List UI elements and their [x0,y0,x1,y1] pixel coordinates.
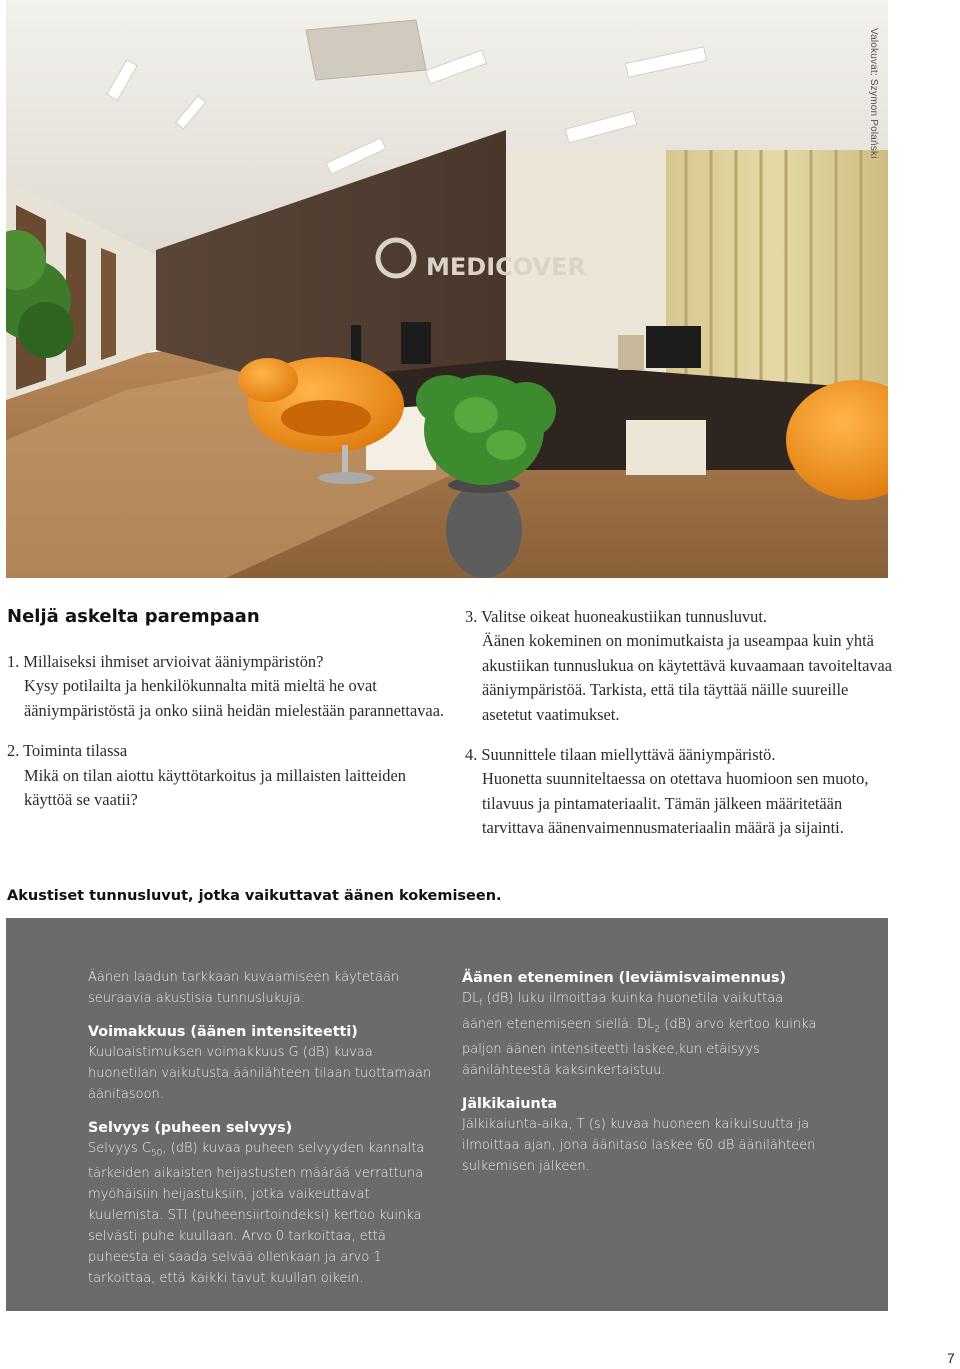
acoustic-info-box [6,918,888,1311]
step-4 [465,743,895,841]
step-2 [7,739,447,812]
eteneminen-text-c: (dB) arvo kertoo kuinka paljon äänen intensiteetti laskee,kun etäisyys äänilähteestä kaksinkertaistuu. [462,1016,817,1078]
step-1 [7,650,447,723]
photo-credit: Valokuvat: Szymon Polański [868,28,879,159]
voimakkuus-text: Kuuloaistimuksen voimakkuus G (dB) kuvaa huonetilan vaikutusta äänilähteen tilaan tuottamaan äänitasoon. [88,1044,432,1102]
reception-illustration [6,0,888,578]
selvyys-subscript: 50 [150,1148,163,1159]
steps-left-column [7,650,447,828]
steps-right-column [465,605,895,857]
eteneminen-heading: Äänen eteneminen (leviämisvaimennus) [462,970,787,986]
step-number: 1. [7,652,20,671]
eteneminen-subscript-2: 2 [654,1024,661,1035]
selvyys-text-b: , (dB) kuvaa puheen selvyyden kannalta tärkeiden aikaisten heijastusten määrää verrattuna myöhäisiin heijastuksiin, jotka vaikeuttavat kuulemista. STI (puheensiirtoindeksi) kertoo kuinka selvästi puhe kuullaan. Arvo 0 tarkoittaa, että puheesta ei saada selvää ollenkaan ja arvo 1 tarkoittaa, että kaikki tavut kuullan oikein. [88,1140,425,1286]
step-body: Huonetta suunniteltaessa on otettava huomioon sen muoto, tilavuus ja pintamateriaalit. Tämän jälkeen määritetään tarvittava äänenvaimennusmateriaalin määrä ja sijainti. [482,769,869,838]
step-number: 4. [465,745,478,765]
step-title: Millaiseksi ihmiset arvioivat ääniympäristön? [23,652,324,671]
page-number: 7 [947,1350,955,1366]
box-heading: Akustiset tunnusluvut, jotka vaikuttavat äänen kokemiseen. [7,888,502,904]
jalkikaiunta-heading: Jälkikaiunta [462,1095,558,1112]
intro-text: Äänen laadun tarkkaan kuvaamiseen käytetään seuraavia akustisia tunnuslukuja: [88,970,400,1006]
step-body: Kysy potilailta ja henkilökunnalta mitä mieltä he ovat ääniympäristöstä ja onko siinä heidän mielestään parannettavaa. [24,676,445,720]
step-body: Mikä on tilan aiottu käyttötarkoitus ja millaisten laitteiden käyttöä se vaatii? [24,765,406,810]
voimakkuus-heading: Voimakkuus (äänen intensiteetti) [88,1023,358,1040]
step-number: 2. [7,741,20,761]
step-title: Suunnittele tilaan miellyttävä ääniympäristö. [481,745,776,765]
step-title: Valitse oikeat huoneakustiikan tunnusluvut. [481,607,767,626]
info-left-column [88,968,443,1301]
eteneminen-text-b: (dB) luku ilmoittaa kuinka huonetila vaikuttaa äänen etenemiseen siellä. DL [462,991,784,1032]
selvyys-heading: Selvyys (puheen selvyys) [88,1119,293,1136]
eteneminen-text [462,989,822,1082]
step-3 [465,605,895,727]
reception-photo [6,0,888,578]
step-body: Äänen kokeminen on monimutkaista ja useampaa kuin yhtä akustiikan tunnuslukua on käytettävä kuvaamaan tavoiteltavaa ääniympäristöä. Tarkista, että tila täyttää näille suureille asetetut vaatimukset. [482,631,893,724]
eteneminen-subscript-f: f [479,998,483,1009]
step-title: Toiminta tilassa [23,741,128,761]
selvyys-text-a: Selvyys C [88,1140,151,1156]
wall-logo-text: MEDICOVER [426,253,586,281]
section-title: Neljä askelta parempaan [7,606,260,627]
selvyys-text [88,1139,443,1290]
step-number: 3. [465,607,478,626]
eteneminen-text-a: DL [462,991,480,1006]
jalkikaiunta-text: Jälkikaiunta-aika, T (s) kuvaa huoneen kaikuisuutta ja ilmoittaa ajan, jona äänitaso laskee 60 dB äänilähteen sulkemisen jälkeen. [462,1116,816,1174]
info-right-column [462,968,822,1190]
